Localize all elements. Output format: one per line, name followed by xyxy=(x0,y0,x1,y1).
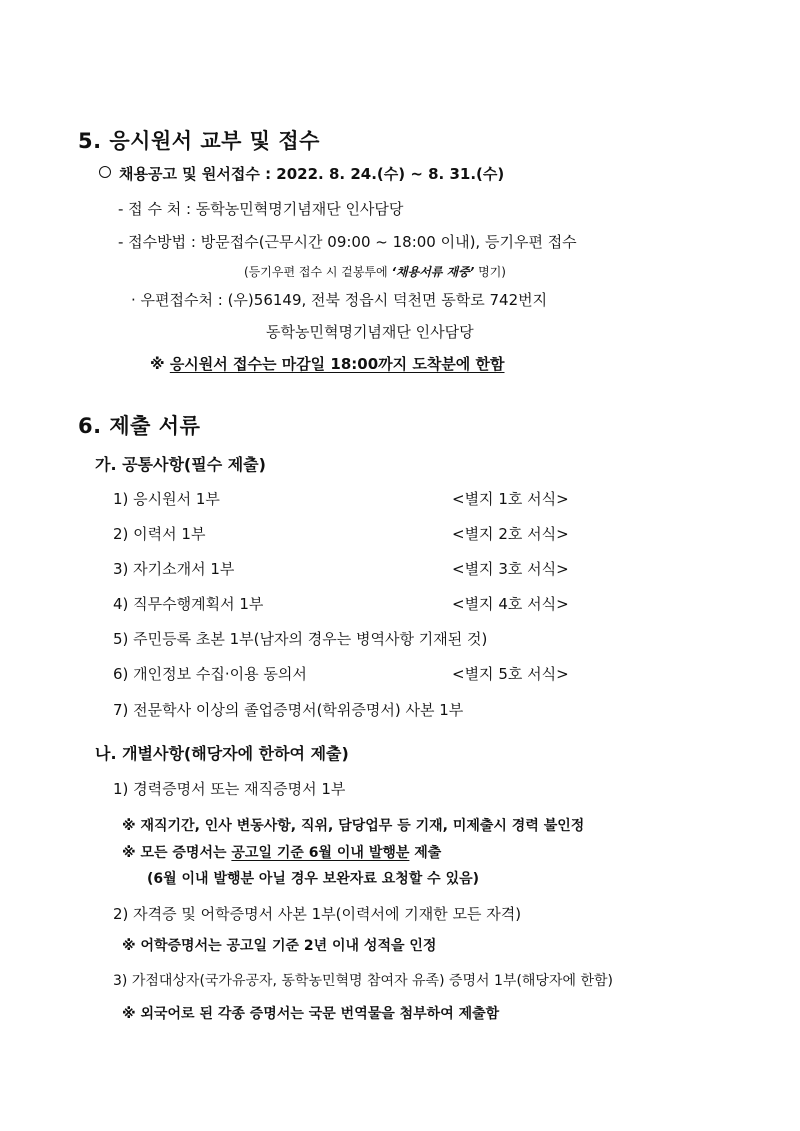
translation-note: ※ 외국어로 된 각종 증명서는 국문 번역물을 첨부하여 제출함 xyxy=(122,1006,500,1022)
common-item-form: <별지 5호 서식> xyxy=(452,665,569,683)
deadline-note xyxy=(150,353,505,374)
registered-mail-note xyxy=(244,263,506,280)
common-item-text: 4) 직무수행계획서 1부 xyxy=(113,595,264,613)
common-item-text: 2) 이력서 1부 xyxy=(113,525,206,543)
note-suffix: 명기) xyxy=(474,265,506,279)
common-item-form: <별지 1호 서식> xyxy=(452,490,569,508)
individual-item-1: 1) 경력증명서 또는 재직증명서 1부 xyxy=(113,780,346,798)
reception-method: - 접수방법 : 방문접수(근무시간 09:00 ~ 18:00 이내), 등기우편 접수 xyxy=(118,233,577,251)
reception-place: - 접 수 처 : 동학농민혁명기념재단 인사담당 xyxy=(118,200,404,218)
announce-period: : 2022. 8. 24.(수) ~ 8. 31.(수) xyxy=(259,165,505,183)
issue-date-suffix: 제출 xyxy=(409,845,442,861)
announce-label: 채용공고 및 원서접수 xyxy=(119,165,260,183)
issue-date-note xyxy=(122,842,441,862)
individual-docs-title: 나. 개별사항(해당자에 한하여 제출) xyxy=(95,744,349,763)
mail-address: · 우편접수처 : (우)56149, 전북 정읍시 덕천면 동학로 742번지 xyxy=(131,291,548,309)
issue-date-underlined: 공고일 기준 6월 이내 발행분 xyxy=(231,845,410,861)
note-emphasis: ‘채용서류 재중’ xyxy=(391,265,475,279)
reference-mark: ※ xyxy=(150,355,170,373)
issue-date-prefix: ※ 모든 증명서는 xyxy=(122,845,232,861)
circle-bullet-icon xyxy=(99,166,111,178)
common-item-text: 7) 전문학사 이상의 졸업증명서(학위증명서) 사본 1부 xyxy=(113,701,464,719)
mail-department: 동학농민혁명기념재단 인사담당 xyxy=(266,323,474,341)
career-note: ※ 재직기간, 인사 변동사항, 직위, 담당업무 등 기재, 미제출시 경력 불인정 xyxy=(122,818,585,834)
note-prefix: (등기우편 접수 시 겉봉투에 xyxy=(244,265,392,279)
individual-item-2: 2) 자격증 및 어학증명서 사본 1부(이력서에 기재한 모든 자격) xyxy=(113,905,522,923)
announce-line xyxy=(99,163,504,184)
section-5-title: 5. 응시원서 교부 및 접수 xyxy=(78,129,320,153)
common-item-form: <별지 3호 서식> xyxy=(452,560,569,578)
language-cert-note: ※ 어학증명서는 공고일 기준 2년 이내 성적을 인정 xyxy=(122,938,437,954)
common-item-text: 3) 자기소개서 1부 xyxy=(113,560,235,578)
common-item-text: 1) 응시원서 1부 xyxy=(113,490,220,508)
common-docs-title: 가. 공통사항(필수 제출) xyxy=(95,455,266,474)
common-item-form: <별지 2호 서식> xyxy=(452,525,569,543)
section-6-title: 6. 제출 서류 xyxy=(78,414,201,438)
deadline-text: 응시원서 접수는 마감일 18:00까지 도착분에 한함 xyxy=(169,355,505,373)
individual-item-3: 3) 가점대상자(국가유공자, 동학농민혁명 참여자 유족) 증명서 1부(해당자에 한함) xyxy=(113,973,613,989)
common-item-text: 5) 주민등록 초본 1부(남자의 경우는 병역사항 기재된 것) xyxy=(113,630,488,648)
supplement-note: (6월 이내 발행분 아닐 경우 보완자료 요청할 수 있음) xyxy=(147,871,480,887)
common-item-text: 6) 개인정보 수집·이용 동의서 xyxy=(113,665,307,683)
common-item-form: <별지 4호 서식> xyxy=(452,595,569,613)
